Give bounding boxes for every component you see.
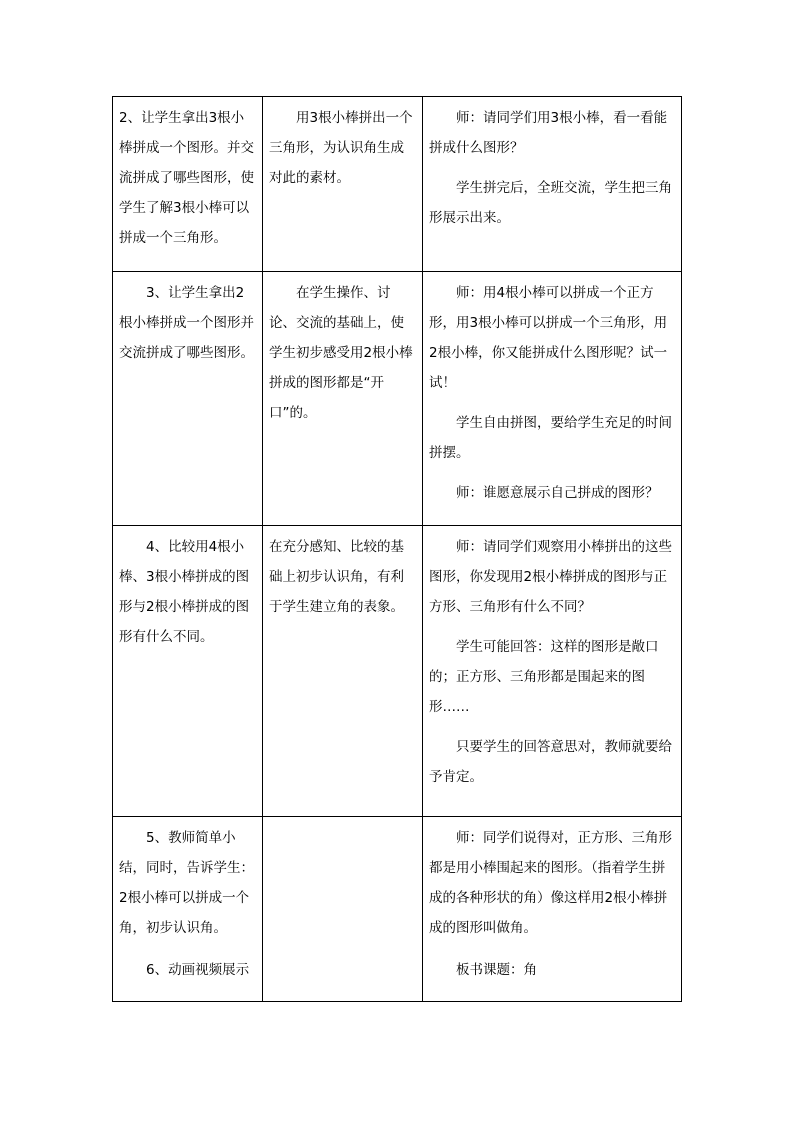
- process-text: 师：请同学们用3根小棒，看一看能拼成什么图形？: [429, 110, 668, 156]
- activity-cell: [113, 526, 263, 817]
- table-row: [113, 97, 682, 272]
- process-text: 师：谁愿意展示自己拼成的图形？: [456, 485, 659, 501]
- intent-cell: [263, 272, 423, 526]
- intent-cell: [263, 817, 423, 1002]
- table-row: [113, 272, 682, 526]
- process-text: 师：同学们说得对，正方形、三角形都是用小棒围起来的图形。（指着学生拼成的各种形状的角）像这样用2根小棒拼成的图形叫做角。: [429, 830, 672, 936]
- process-text: 板书课题：角: [456, 962, 537, 978]
- activity-text: 3、让学生拿出2根小棒拼成一个图形并交流拼成了哪些图形。: [119, 285, 254, 361]
- process-cell: [423, 97, 682, 272]
- process-cell: [423, 526, 682, 817]
- activity-text: 2、让学生拿出3根小棒拼成一个图形。并交流拼成了哪些图形，使学生了解3根小棒可以拼成一个三角形。: [119, 110, 254, 246]
- activity-text: 4、比较用4根小棒、3根小棒拼成的图形与2根小棒拼成的图形有什么不同。: [119, 539, 250, 645]
- process-text: 学生自由拼图，要给学生充足的时间拼摆。: [429, 415, 672, 461]
- activity-text: 6、动画视频展示: [146, 962, 250, 978]
- activity-cell: [113, 272, 263, 526]
- intent-cell: [263, 97, 423, 272]
- process-text: 师：用4根小棒可以拼成一个正方形，用3根小棒可以拼成一个三角形，用2根小棒，你又能拼成什么图形呢？试一试！: [429, 285, 668, 391]
- activity-cell: [113, 817, 263, 1002]
- table-row: [113, 817, 682, 1002]
- process-text: 只要学生的回答意思对，教师就要给予肯定。: [429, 739, 672, 785]
- activity-cell: [113, 97, 263, 272]
- process-cell: [423, 272, 682, 526]
- process-cell: [423, 817, 682, 1002]
- process-text: 学生可能回答：这样的图形是敞口的；正方形、三角形都是围起来的图形……: [429, 639, 659, 715]
- intent-text: 在学生操作、讨论、交流的基础上，使学生初步感受用2根小棒拼成的图形都是“开口”的。: [269, 285, 413, 421]
- lesson-plan-table: [112, 96, 682, 1002]
- intent-cell: [263, 526, 423, 817]
- process-text: 师：请同学们观察用小棒拼出的这些图形，你发现用2根小棒拼成的图形与正方形、三角形有什么不同？: [429, 539, 672, 615]
- intent-text: 在充分感知、比较的基础上初步认识角，有利于学生建立角的表象。: [269, 539, 404, 615]
- intent-text: 用3根小棒拼出一个三角形，为认识角生成对此的素材。: [269, 110, 413, 186]
- table-row: [113, 526, 682, 817]
- process-text: 学生拼完后，全班交流，学生把三角形展示出来。: [429, 180, 672, 226]
- activity-text: 5、教师简单小结，同时，告诉学生：2根小棒可以拼成一个角，初步认识角。: [119, 830, 254, 936]
